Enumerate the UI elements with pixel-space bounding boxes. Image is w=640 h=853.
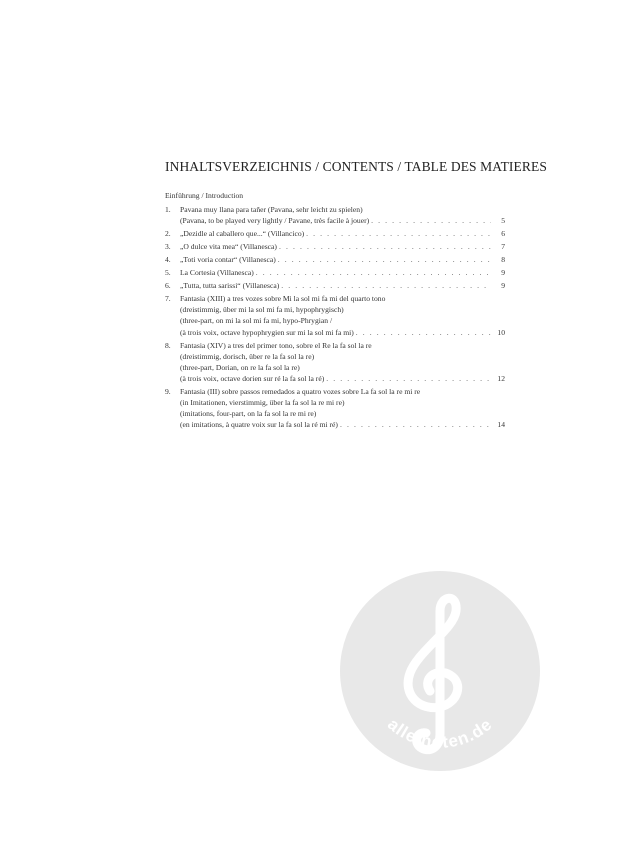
entry-number: 4. <box>165 255 171 265</box>
dot-leader <box>256 267 491 278</box>
entry-number: 3. <box>165 242 171 252</box>
entry-last-line <box>180 241 505 252</box>
entry-page-number: 5 <box>501 216 505 226</box>
entry-line: Fantasia (III) sobre passos remedados a quatro vozes sobre La fa sol la re mi re <box>180 386 421 396</box>
entry-line: (imitations, four-part, on la fa sol la re mi re) <box>180 408 317 418</box>
entry-line: (Pavana, to be played very lightly / Pavane, très facile à jouer) <box>180 216 370 226</box>
page-title: INHALTSVERZEICHNIS / CONTENTS / TABLE DES MATIERES <box>165 159 547 174</box>
entry-line: (dreistimmig, über mi la sol mi fa mi, hypophrygisch) <box>180 305 344 315</box>
entry-line: „Tutta, tutta sarissi“ (Villanesca) <box>180 281 280 291</box>
entry-page-number: 8 <box>501 255 505 265</box>
entry-line: (en imitations, à quatre voix sur la fa sol la ré mi ré) <box>180 419 338 429</box>
dot-leader <box>371 215 491 226</box>
entry-body <box>180 293 505 337</box>
toc-entry <box>165 293 505 337</box>
entry-body <box>180 386 505 430</box>
entry-line: (three-part, on mi la sol mi fa mi, hypo-Phrygian / <box>180 316 333 326</box>
toc-intro: Einführung / Introduction <box>165 191 244 200</box>
entry-number: 7. <box>165 294 171 304</box>
toc-entry <box>165 241 505 252</box>
dot-leader <box>356 327 491 338</box>
entry-line: „Dezidle al caballero que...“ (Villancico) <box>180 229 305 239</box>
toc-entry <box>165 340 505 384</box>
entry-number: 8. <box>165 340 171 350</box>
watermark-text: alle-noten.de <box>383 714 497 752</box>
entry-last-line <box>180 254 505 265</box>
toc-entries <box>165 204 505 430</box>
entry-page-number: 7 <box>501 242 505 252</box>
toc-entry <box>165 204 505 226</box>
dot-leader <box>340 419 491 430</box>
entry-body <box>180 280 505 291</box>
entry-last-line <box>180 327 505 338</box>
entry-body <box>180 204 505 226</box>
entry-body <box>180 340 505 384</box>
entry-page-number: 14 <box>497 419 505 429</box>
entry-last-line <box>180 419 505 430</box>
table-of-contents <box>165 190 505 432</box>
entry-last-line <box>180 373 505 384</box>
entry-page-number: 12 <box>497 373 505 383</box>
entry-line: Fantasia (XIII) a tres vozes sobre Mi la sol mi fa mi del quarto tono <box>180 294 386 304</box>
entry-number: 5. <box>165 268 171 278</box>
dot-leader <box>306 228 491 239</box>
entry-line: „O dulce vita mea“ (Villanesca) <box>180 242 277 252</box>
entry-last-line <box>180 267 505 278</box>
entry-page-number: 6 <box>501 229 505 239</box>
entry-body <box>180 267 505 278</box>
entry-line: (three-part, Dorian, on re la fa sol la re) <box>180 362 300 372</box>
entry-page-number: 10 <box>497 327 505 337</box>
entry-last-line <box>180 215 505 226</box>
entry-last-line <box>180 280 505 291</box>
entry-line: (à trois voix, octave dorien sur ré la fa sol la ré) <box>180 373 325 383</box>
entry-line: La Cortesia (Villanesca) <box>180 268 254 278</box>
dot-leader <box>281 280 491 291</box>
watermark <box>340 571 540 771</box>
toc-entry <box>165 280 505 291</box>
toc-entry <box>165 228 505 239</box>
entry-line: (in Imitationen, vierstimmig, über la fa sol la re mi re) <box>180 397 345 407</box>
entry-page-number: 9 <box>501 268 505 278</box>
toc-entry <box>165 254 505 265</box>
entry-body <box>180 254 505 265</box>
dot-leader <box>326 373 491 384</box>
entry-body <box>180 241 505 252</box>
dot-leader <box>278 254 491 265</box>
toc-entry <box>165 267 505 278</box>
toc-entry <box>165 386 505 430</box>
entry-line: Pavana muy llana para tañer (Pavana, sehr leicht zu spielen) <box>180 205 363 215</box>
entry-line: Fantasia (XIV) a tres del primer tono, sobre el Re la fa sol la re <box>180 340 372 350</box>
entry-number: 1. <box>165 205 171 215</box>
entry-last-line <box>180 228 505 239</box>
entry-body <box>180 228 505 239</box>
entry-number: 2. <box>165 229 171 239</box>
entry-page-number: 9 <box>501 281 505 291</box>
dot-leader <box>279 241 491 252</box>
entry-line: „Toti voria contar“ (Villanesca) <box>180 255 276 265</box>
entry-number: 6. <box>165 281 171 291</box>
entry-line: (dreistimmig, dorisch, über re la fa sol la re) <box>180 351 315 361</box>
entry-line: (à trois voix, octave hypophrygien sur mi la sol mi fa mi) <box>180 327 354 337</box>
entry-number: 9. <box>165 386 171 396</box>
